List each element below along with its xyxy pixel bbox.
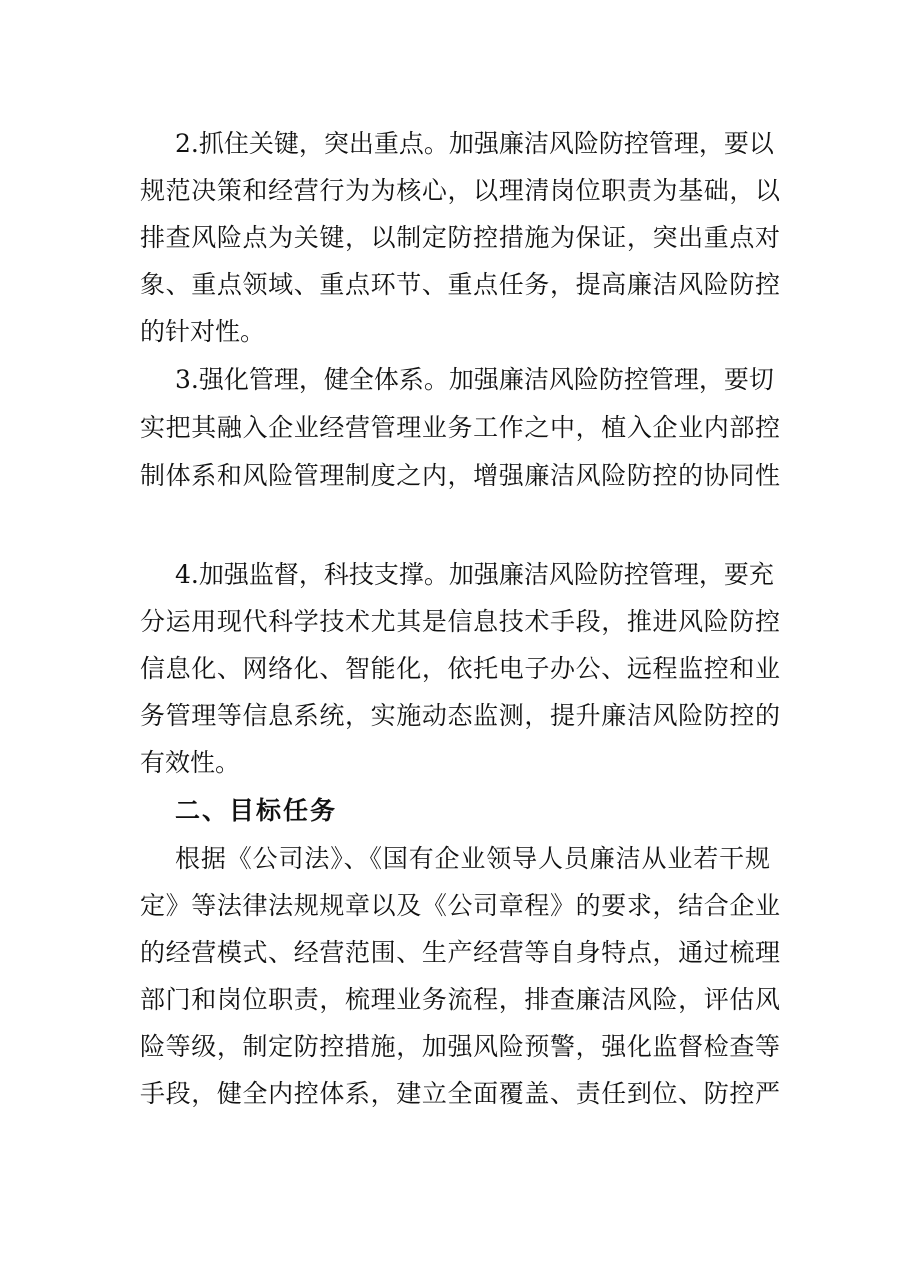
paragraph-5-line-6: 手段，健全内控体系，建立全面覆盖、责任到位、防控严 [140,1079,780,1108]
paragraph-5-line-5: 险等级，制定防控措施，加强风险预警，强化监督检查等 [140,1032,780,1061]
paragraph-5-line-2: 定》等法律法规规章以及《公司章程》的要求，结合企业 [140,891,780,920]
paragraph-3-line-2: 实把其融入企业经营管理业务工作之中，植入企业内部控 [140,413,780,442]
paragraph-4-line-5: 有效性。 [140,748,241,777]
paragraph-2-line-5: 的针对性。 [140,317,266,346]
paragraph-2-line-2: 规范决策和经营行为为核心，以理清岗位职责为基础，以 [140,176,780,205]
section-heading: 二、目标任务 [175,796,338,825]
paragraph-4-line-4: 务管理等信息系统，实施动态监测，提升廉洁风险防控的 [140,701,780,730]
paragraph-2-line-4: 象、重点领域、重点环节、重点任务，提高廉洁风险防控 [140,270,780,299]
paragraph-3-line-1: 3.强化管理，健全体系。加强廉洁风险防控管理，要切 [175,365,774,394]
paragraph-2-line-3: 排查风险点为关键，以制定防控措施为保证，突出重点对 [140,223,780,252]
paragraph-4-line-1: 4.加强监督，科技支撑。加强廉洁风险防控管理，要充 [175,560,774,589]
paragraph-5-line-4: 部门和岗位职责，梳理业务流程，排查廉洁风险，评估风 [140,985,780,1014]
paragraph-4-line-3: 信息化、网络化、智能化，依托电子办公、远程监控和业 [140,654,780,683]
paragraph-4-line-2: 分运用现代科学技术尤其是信息技术手段，推进风险防控 [140,607,780,636]
paragraph-2-line-1: 2.抓住关键，突出重点。加强廉洁风险防控管理，要以 [175,129,774,158]
paragraph-3-line-3: 制体系和风险管理制度之内，增强廉洁风险防控的协同性 [140,461,780,490]
paragraph-5-line-3: 的经营模式、经营范围、生产经营等自身特点，通过梳理 [140,938,780,967]
paragraph-5-line-1: 根据《公司法》、《国有企业领导人员廉洁从业若干规 [175,844,770,873]
